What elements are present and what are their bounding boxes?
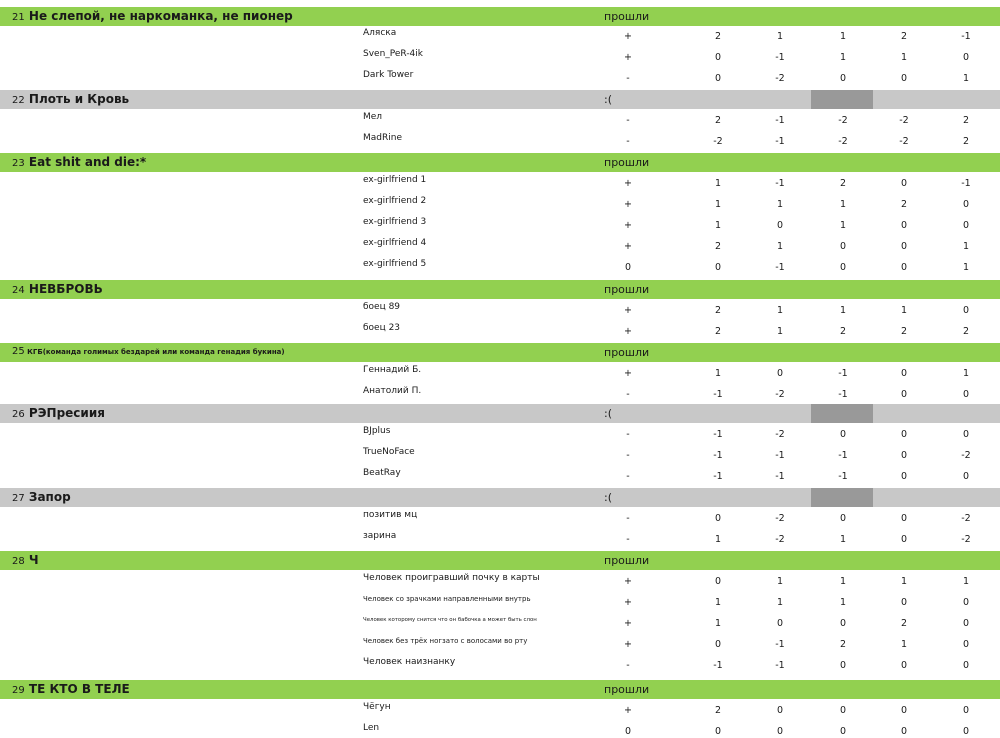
team-header-row: [0, 343, 1000, 362]
member-name: Геннадий Б.: [363, 365, 422, 375]
member-vote: +: [624, 639, 632, 650]
member-score: 0: [839, 726, 847, 737]
member-vote: +: [624, 368, 632, 379]
team-header-row: [0, 551, 1000, 570]
member-score: 0: [900, 660, 908, 671]
member-score: 0: [962, 52, 970, 63]
team-name: НЕВБРОВЬ: [28, 282, 103, 296]
member-score: 1: [839, 534, 847, 545]
member-vote: +: [624, 305, 632, 316]
member-name: Чёгун: [363, 702, 391, 712]
member-score: 0: [900, 534, 908, 545]
member-score: 0: [962, 705, 970, 716]
member-score: 1: [900, 305, 908, 316]
member-name: ex-girlfriend 2: [363, 196, 427, 206]
team-status: прошли: [604, 683, 650, 696]
member-score: 0: [900, 73, 908, 84]
member-score: 0: [714, 639, 722, 650]
member-score: 0: [714, 73, 722, 84]
member-score: 1: [714, 199, 722, 210]
member-score: 0: [962, 660, 970, 671]
member-vote: -: [626, 513, 630, 524]
member-score: -1: [713, 450, 723, 461]
member-score: 1: [776, 576, 784, 587]
member-score: 0: [776, 705, 784, 716]
member-score: -2: [775, 429, 785, 440]
member-vote: -: [626, 534, 630, 545]
member-name: ex-girlfriend 3: [363, 217, 427, 227]
member-score: 0: [714, 262, 722, 273]
member-name: TrueNoFace: [363, 447, 415, 457]
member-score: 0: [900, 726, 908, 737]
member-score: 0: [900, 471, 908, 482]
team-name: Eat shit and die:*: [28, 155, 147, 169]
member-score: 1: [962, 576, 970, 587]
member-score: -2: [961, 534, 971, 545]
member-score: 0: [962, 726, 970, 737]
team-status: прошли: [604, 554, 650, 567]
member-score: 2: [714, 305, 722, 316]
member-score: -1: [775, 52, 785, 63]
team-status: прошли: [604, 156, 650, 169]
member-vote: +: [624, 576, 632, 587]
member-score: 1: [776, 305, 784, 316]
member-score: -2: [899, 136, 909, 147]
member-score: 0: [839, 73, 847, 84]
member-name: Человек которому снится что он бабочка а может быть слон: [363, 617, 537, 623]
member-score: 1: [714, 597, 722, 608]
member-score: -1: [775, 115, 785, 126]
team-title: [12, 8, 293, 26]
member-score: -2: [961, 450, 971, 461]
member-score: 1: [714, 368, 722, 379]
member-score: 1: [900, 639, 908, 650]
member-score: 0: [714, 513, 722, 524]
member-score: -2: [775, 73, 785, 84]
member-name: Мел: [363, 112, 383, 122]
member-score: 1: [839, 52, 847, 63]
member-score: 1: [900, 52, 908, 63]
member-score: -1: [775, 262, 785, 273]
member-vote: +: [624, 31, 632, 42]
member-score: 0: [900, 450, 908, 461]
member-score: 0: [962, 597, 970, 608]
team-name: ТЕ КТО В ТЕЛЕ: [28, 682, 130, 696]
member-score: -1: [713, 471, 723, 482]
member-score: 1: [839, 576, 847, 587]
team-name: РЭПресиия: [28, 406, 105, 420]
member-name: Dark Tower: [363, 70, 414, 80]
member-score: 0: [714, 726, 722, 737]
member-score: 1: [776, 31, 784, 42]
member-score: -1: [775, 471, 785, 482]
member-score: 2: [714, 31, 722, 42]
member-score: 2: [962, 136, 970, 147]
member-score: -2: [961, 513, 971, 524]
member-vote: -: [626, 136, 630, 147]
member-score: 2: [839, 639, 847, 650]
member-score: 1: [776, 241, 784, 252]
member-score: 2: [714, 705, 722, 716]
member-score: 0: [900, 220, 908, 231]
member-score: 2: [900, 31, 908, 42]
team-status: :(: [604, 93, 612, 106]
member-vote: +: [624, 326, 632, 337]
member-score: 2: [900, 326, 908, 337]
team-title: [12, 154, 146, 172]
member-score: 0: [776, 618, 784, 629]
member-score: 0: [839, 241, 847, 252]
member-score: 0: [776, 220, 784, 231]
member-vote: +: [624, 52, 632, 63]
member-score: 0: [962, 618, 970, 629]
failed-marker-cell: [811, 404, 873, 423]
member-score: 1: [776, 326, 784, 337]
member-name: ex-girlfriend 4: [363, 238, 427, 248]
team-name: КГБ(команда голимых бездарей или команда генадия букина): [27, 348, 285, 356]
member-vote: -: [626, 389, 630, 400]
member-score: 0: [839, 618, 847, 629]
team-status: прошли: [604, 346, 650, 359]
member-score: 1: [714, 220, 722, 231]
member-name: ex-girlfriend 1: [363, 175, 427, 185]
member-score: 1: [714, 534, 722, 545]
member-score: -1: [775, 639, 785, 650]
member-score: 0: [776, 726, 784, 737]
team-number: 21: [12, 12, 25, 23]
member-name: BJplus: [363, 426, 391, 436]
member-name: BeatRay: [363, 468, 401, 478]
member-score: 0: [900, 262, 908, 273]
member-score: 2: [839, 178, 847, 189]
member-score: 2: [714, 326, 722, 337]
member-vote: +: [624, 199, 632, 210]
member-score: -1: [775, 136, 785, 147]
member-name: боец 89: [363, 302, 401, 312]
member-score: 2: [900, 199, 908, 210]
member-vote: -: [626, 660, 630, 671]
member-vote: +: [624, 597, 632, 608]
team-header-row: [0, 7, 1000, 26]
member-score: 0: [962, 429, 970, 440]
team-title: [12, 405, 105, 423]
member-score: 2: [714, 115, 722, 126]
member-score: 0: [839, 660, 847, 671]
member-score: 0: [839, 429, 847, 440]
team-number: 28: [12, 556, 25, 567]
member-vote: +: [624, 241, 632, 252]
member-score: -1: [838, 471, 848, 482]
member-score: -1: [775, 450, 785, 461]
member-score: 0: [962, 199, 970, 210]
member-score: 2: [714, 241, 722, 252]
member-score: -1: [713, 660, 723, 671]
team-header-row: [0, 90, 1000, 109]
member-score: 1: [900, 576, 908, 587]
member-name: Человек проигравший почку в карты: [363, 573, 540, 583]
team-title: [12, 91, 129, 109]
member-name: боец 23: [363, 323, 401, 333]
member-name: Аляска: [363, 28, 397, 38]
member-score: 0: [900, 241, 908, 252]
member-score: -2: [899, 115, 909, 126]
member-score: 0: [900, 178, 908, 189]
member-name: зарина: [363, 531, 397, 541]
member-score: 1: [839, 199, 847, 210]
team-name: Запор: [28, 490, 71, 504]
member-score: 0: [900, 389, 908, 400]
member-score: 1: [962, 262, 970, 273]
member-score: 2: [900, 618, 908, 629]
member-vote: +: [624, 220, 632, 231]
member-score: 0: [839, 513, 847, 524]
member-vote: -: [626, 429, 630, 440]
member-score: 1: [962, 241, 970, 252]
member-vote: -: [626, 73, 630, 84]
member-score: 1: [714, 178, 722, 189]
member-score: 1: [839, 305, 847, 316]
member-vote: 0: [624, 726, 632, 737]
member-name: MadRine: [363, 133, 402, 143]
member-vote: -: [626, 471, 630, 482]
team-status: прошли: [604, 283, 650, 296]
member-name: ex-girlfriend 5: [363, 259, 427, 269]
member-score: -1: [713, 429, 723, 440]
member-score: 0: [962, 639, 970, 650]
member-score: -1: [838, 389, 848, 400]
member-vote: +: [624, 618, 632, 629]
member-score: 0: [962, 220, 970, 231]
failed-marker-cell: [811, 90, 873, 109]
member-score: 0: [714, 52, 722, 63]
member-score: 1: [776, 597, 784, 608]
member-score: 0: [900, 705, 908, 716]
member-score: -2: [775, 389, 785, 400]
member-score: 1: [839, 31, 847, 42]
member-score: 1: [839, 220, 847, 231]
member-score: 0: [839, 705, 847, 716]
member-score: 0: [714, 576, 722, 587]
member-score: 0: [839, 262, 847, 273]
member-score: 2: [839, 326, 847, 337]
team-title: [12, 281, 103, 299]
member-score: 2: [962, 326, 970, 337]
team-number: 24: [12, 285, 25, 296]
member-score: -2: [838, 136, 848, 147]
member-score: 2: [962, 115, 970, 126]
member-score: -1: [775, 178, 785, 189]
member-score: 0: [962, 389, 970, 400]
team-name: Не слепой, не наркоманка, не пионер: [28, 9, 293, 23]
member-vote: +: [624, 705, 632, 716]
member-score: -1: [713, 389, 723, 400]
member-name: Sven_PeR-4ik: [363, 49, 423, 59]
member-score: -1: [838, 368, 848, 379]
member-score: 0: [776, 368, 784, 379]
team-number: 27: [12, 493, 25, 504]
team-title: [12, 346, 285, 358]
team-header-row: [0, 680, 1000, 699]
member-vote: 0: [624, 262, 632, 273]
team-header-row: [0, 153, 1000, 172]
team-number: 22: [12, 95, 25, 106]
member-vote: +: [624, 178, 632, 189]
member-score: 0: [962, 305, 970, 316]
team-header-row: [0, 280, 1000, 299]
member-score: 0: [900, 368, 908, 379]
member-name: Человек наизнанку: [363, 657, 456, 667]
member-score: -2: [775, 513, 785, 524]
member-score: 1: [776, 199, 784, 210]
team-header-row: [0, 488, 1000, 507]
member-name: Человек со зрачками направленными внутрь: [363, 595, 531, 603]
member-score: -1: [838, 450, 848, 461]
member-score: 1: [839, 597, 847, 608]
team-title: [12, 552, 39, 570]
member-name: позитив мц: [363, 510, 418, 520]
member-vote: -: [626, 115, 630, 126]
member-score: -2: [838, 115, 848, 126]
member-score: -2: [775, 534, 785, 545]
failed-marker-cell: [811, 488, 873, 507]
member-score: 0: [962, 471, 970, 482]
team-title: [12, 489, 71, 507]
member-score: -2: [713, 136, 723, 147]
member-score: -1: [775, 660, 785, 671]
team-number: 29: [12, 685, 25, 696]
team-status: прошли: [604, 10, 650, 23]
member-score: 1: [962, 368, 970, 379]
member-name: Анатолий П.: [363, 386, 422, 396]
member-score: 1: [962, 73, 970, 84]
member-score: 0: [900, 597, 908, 608]
member-score: 0: [900, 513, 908, 524]
member-score: 1: [714, 618, 722, 629]
member-name: Len: [363, 723, 380, 733]
member-score: 0: [900, 429, 908, 440]
team-number: 23: [12, 158, 25, 169]
team-number: 26: [12, 409, 25, 420]
team-name: Плоть и Кровь: [28, 92, 130, 106]
team-name: Ч: [28, 553, 39, 567]
member-score: -1: [961, 178, 971, 189]
team-number: 25: [12, 346, 25, 357]
team-status: :(: [604, 491, 612, 504]
member-score: -1: [961, 31, 971, 42]
team-status: :(: [604, 407, 612, 420]
member-vote: -: [626, 450, 630, 461]
member-name: Человек без трёх ногзато с волосами во рту: [363, 637, 528, 645]
team-title: [12, 681, 130, 699]
team-header-row: [0, 404, 1000, 423]
